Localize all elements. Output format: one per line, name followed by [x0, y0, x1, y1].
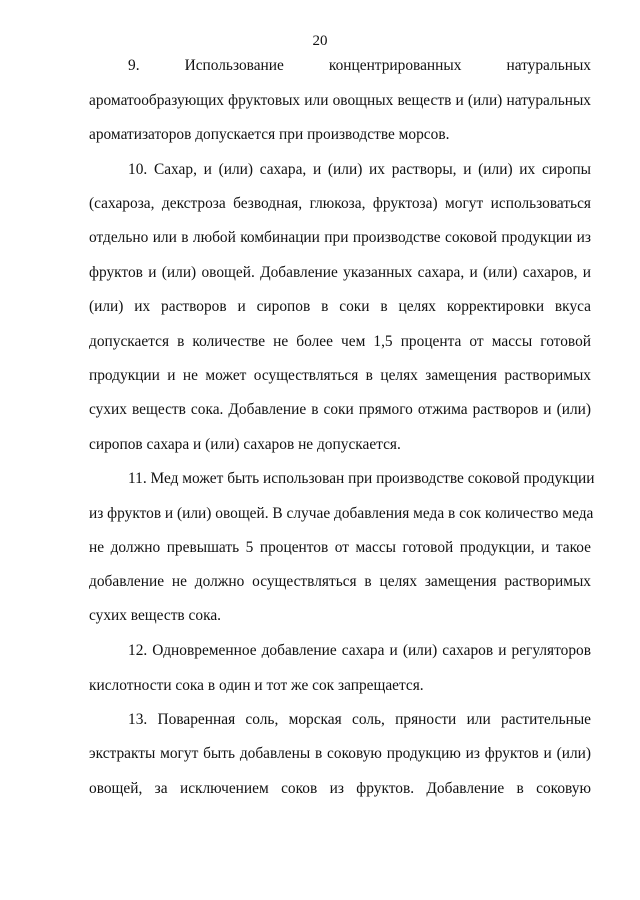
text-line: не должно превышать 5 процентов от массы готовой продукции, и такое: [89, 539, 591, 556]
text-line: ароматообразующих фруктовых или овощных веществ и (или) натуральных: [89, 92, 591, 109]
text-line: фруктов и (или) овощей. Добавление указанных сахара, и (или) сахаров, и: [89, 264, 591, 281]
text-line: сиропов сахара и (или) сахаров не допускается.: [89, 436, 401, 453]
text-line: 13. Поваренная соль, морская соль, пряности или растительные: [128, 711, 591, 728]
text-line: добавление не должно осуществляться в целях замещения растворимых: [89, 573, 591, 590]
text-line: сухих веществ сока. Добавление в соки прямого отжима растворов и (или): [89, 401, 591, 418]
text-line: 11. Мед может быть использован при производстве соковой продукции: [128, 470, 595, 487]
text-line: 12. Одновременное добавление сахара и (или) сахаров и регуляторов: [128, 642, 591, 659]
text-line: продукции и не может осуществляться в целях замещения растворимых: [89, 367, 591, 384]
text-line: сухих веществ сока.: [89, 607, 221, 624]
text-line: (или) их растворов и сиропов в соки в целях корректировки вкуса: [89, 298, 591, 315]
text-line: ароматизаторов допускается при производстве морсов.: [89, 126, 450, 143]
text-line: овощей, за исключением соков из фруктов. Добавление в соковую: [89, 780, 591, 797]
text-line: (сахароза, декстроза безводная, глюкоза, фруктоза) могут использоваться: [89, 195, 591, 212]
text-line: 9. Использование концентрированных натуральных: [128, 57, 591, 74]
text-line: 10. Сахар, и (или) сахара, и (или) их растворы, и (или) их сиропы: [128, 161, 591, 178]
text-line: из фруктов и (или) овощей. В случае добавления меда в сок количество меда: [89, 505, 594, 522]
page-number: 20: [312, 33, 328, 49]
text-line: кислотности сока в один и тот же сок запрещается.: [89, 677, 424, 694]
text-line: экстракты могут быть добавлены в соковую продукцию из фруктов и (или): [89, 745, 591, 762]
text-line: допускается в количестве не более чем 1,5 процента от массы готовой: [89, 333, 591, 350]
text-line: отдельно или в любой комбинации при производстве соковой продукции из: [89, 229, 591, 246]
